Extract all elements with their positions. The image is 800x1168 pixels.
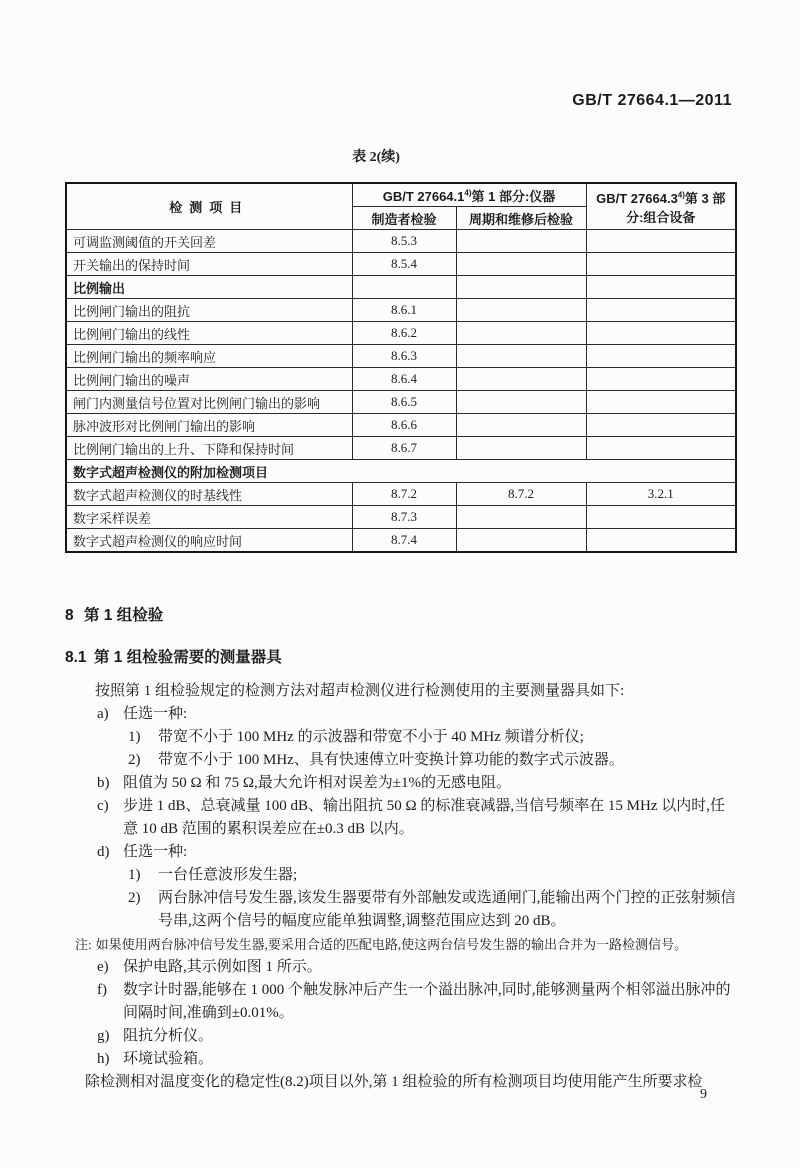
column-header-part3 <box>586 183 736 230</box>
table-caption: 表 2(续) <box>352 150 400 165</box>
part3-cell <box>586 529 736 553</box>
manufacturer-cell: 8.6.7 <box>352 437 456 460</box>
list-item-h <box>65 1048 737 1071</box>
periodic-cell <box>456 345 586 368</box>
manufacturer-cell: 8.7.2 <box>352 483 456 506</box>
part3-prefix: GB/T 27664.3 <box>596 190 678 206</box>
list-label: 1) <box>128 729 141 745</box>
item-cell: 可调监测阈值的开关回差 <box>66 230 352 253</box>
list-item-c <box>65 795 737 841</box>
part3-cell <box>586 391 736 414</box>
table-row <box>66 529 736 553</box>
list-label: e) <box>97 959 109 975</box>
part3-cell <box>586 299 736 322</box>
table-row <box>66 506 736 529</box>
list-text: 两台脉冲信号发生器,该发生器要带有外部触发或选通闸门,能输出两个门控的正弦射频信号串,这两个信号的幅度应能单独调整,调整范围应达到 20 dB。 <box>158 890 736 929</box>
list-text: 一台任意波形发生器; <box>158 867 298 883</box>
item-cell: 闸门内测量信号位置对比例闸门输出的影响 <box>66 391 352 414</box>
clause-title: 第 1 组检验 <box>84 607 164 624</box>
periodic-cell <box>456 391 586 414</box>
list-label: 2) <box>128 752 141 768</box>
table-row <box>66 230 736 253</box>
manufacturer-cell <box>352 276 456 299</box>
list-label: 2) <box>128 890 141 906</box>
manufacturer-cell: 8.7.3 <box>352 506 456 529</box>
part3-cell: 3.2.1 <box>586 483 736 506</box>
list-item-a2 <box>65 749 737 772</box>
manufacturer-cell: 8.7.4 <box>352 529 456 553</box>
part1-rest: 第 1 部分:仪器 <box>471 188 556 204</box>
periodic-cell <box>456 299 586 322</box>
table-row <box>66 414 736 437</box>
item-cell: 开关输出的保持时间 <box>66 253 352 276</box>
column-header-part1-group <box>352 183 586 207</box>
intro-paragraph: 按照第 1 组检验规定的检测方法对超声检测仪进行检测使用的主要测量器具如下: <box>95 683 625 699</box>
part3-cell <box>586 230 736 253</box>
list-text: 阻值为 50 Ω 和 75 Ω,最大允许相对误差为±1%的无感电阻。 <box>123 775 512 791</box>
list-label: 1) <box>128 867 141 883</box>
page-number: 9 <box>700 1087 707 1102</box>
item-cell: 比例闸门输出的阻抗 <box>66 299 352 322</box>
clause-number: 8.1 <box>65 649 87 666</box>
manufacturer-cell: 8.6.2 <box>352 322 456 345</box>
closing-paragraph: 除检测相对温度变化的稳定性(8.2)项目以外,第 1 组检验的所有检测项目均使用能产生所要求检 <box>85 1074 703 1090</box>
standard-reference: GB/T 27664.1—2011 <box>572 92 732 109</box>
item-cell: 数字式超声检测仪的时基线性 <box>66 483 352 506</box>
list-text: 阻抗分析仪。 <box>123 1028 214 1044</box>
item-cell: 数字采样误差 <box>66 506 352 529</box>
manufacturer-cell: 8.6.1 <box>352 299 456 322</box>
note-label: 注: <box>75 937 92 952</box>
list-label: h) <box>97 1051 110 1067</box>
list-text: 环境试验箱。 <box>123 1051 214 1067</box>
note-text: 如果使用两台脉冲信号发生器,要采用合适的匹配电路,使这两台信号发生器的输出合并为一路检测信号。 <box>95 937 688 952</box>
part3-cell <box>586 345 736 368</box>
clause-title: 第 1 组检验需要的测量器具 <box>94 649 282 666</box>
list-item-f <box>65 979 737 1025</box>
part3-cell <box>586 506 736 529</box>
list-label: g) <box>97 1028 110 1044</box>
manufacturer-cell: 8.6.6 <box>352 414 456 437</box>
table-row <box>66 322 736 345</box>
table-header-row <box>66 183 736 207</box>
part3-cell <box>586 437 736 460</box>
table-section-row <box>66 460 736 483</box>
column-header-item: 检测项目 <box>66 183 352 230</box>
periodic-cell <box>456 253 586 276</box>
part1-prefix: GB/T 27664.1 <box>382 188 465 204</box>
footnote-marker: 4) <box>464 188 472 198</box>
periodic-cell <box>456 276 586 299</box>
list-item-a <box>65 703 737 726</box>
note-line <box>65 933 737 956</box>
periodic-cell <box>456 437 586 460</box>
column-header-manufacturer: 制造者检验 <box>352 207 456 230</box>
table-row <box>66 299 736 322</box>
list-item-d <box>65 841 737 864</box>
part3-cell <box>586 322 736 345</box>
column-header-periodic: 周期和维修后检验 <box>456 207 586 230</box>
periodic-cell <box>456 506 586 529</box>
table-row <box>66 368 736 391</box>
list-label: c) <box>97 798 109 814</box>
part3-rest: 第 3 部分:组合设备 <box>626 190 726 225</box>
list-label: a) <box>97 706 109 722</box>
item-cell: 数字式超声检测仪的响应时间 <box>66 529 352 553</box>
table-row <box>66 391 736 414</box>
item-cell: 比例闸门输出的频率响应 <box>66 345 352 368</box>
table-row <box>66 483 736 506</box>
periodic-cell <box>456 529 586 553</box>
list-item-d1 <box>65 864 737 887</box>
part3-cell <box>586 368 736 391</box>
section-cell: 数字式超声检测仪的附加检测项目 <box>66 460 736 483</box>
part3-cell <box>586 414 736 437</box>
manufacturer-cell: 8.5.3 <box>352 230 456 253</box>
list-item-b <box>65 772 737 795</box>
clause-8-heading <box>65 604 737 627</box>
item-cell: 比例闸门输出的上升、下降和保持时间 <box>66 437 352 460</box>
clause-8-1-heading <box>65 646 737 669</box>
list-text: 保护电路,其示例如图 1 所示。 <box>123 959 322 975</box>
item-cell: 脉冲波形对比例闸门输出的影响 <box>66 414 352 437</box>
list-text: 带宽不小于 100 MHz 的示波器和带宽不小于 40 MHz 频谱分析仪; <box>158 729 584 745</box>
list-item-e <box>65 956 737 979</box>
list-label: f) <box>97 982 107 998</box>
item-cell: 比例闸门输出的噪声 <box>66 368 352 391</box>
list-label: d) <box>97 844 110 860</box>
list-text: 步进 1 dB、总衰减量 100 dB、输出阻抗 50 Ω 的标准衰减器,当信号频率在 15 MHz 以内时,任意 10 dB 范围的累积误差应在±0.3 dB 以内。 <box>123 798 725 837</box>
item-cell: 比例闸门输出的线性 <box>66 322 352 345</box>
list-item-a1 <box>65 726 737 749</box>
table-group-row <box>66 276 736 299</box>
body-text <box>65 604 737 1094</box>
periodic-cell <box>456 414 586 437</box>
table-row <box>66 437 736 460</box>
table-row <box>66 253 736 276</box>
manufacturer-cell: 8.5.4 <box>352 253 456 276</box>
periodic-cell: 8.7.2 <box>456 483 586 506</box>
clause-number: 8 <box>65 607 74 624</box>
part3-cell <box>586 253 736 276</box>
list-label: b) <box>97 775 110 791</box>
manufacturer-cell: 8.6.4 <box>352 368 456 391</box>
list-item-g <box>65 1025 737 1048</box>
manufacturer-cell: 8.6.3 <box>352 345 456 368</box>
table-row <box>66 345 736 368</box>
part3-cell <box>586 276 736 299</box>
item-cell: 比例输出 <box>66 276 352 299</box>
periodic-cell <box>456 322 586 345</box>
list-item-d2 <box>65 887 737 933</box>
periodic-cell <box>456 368 586 391</box>
periodic-cell <box>456 230 586 253</box>
list-text: 任选一种: <box>123 706 188 722</box>
footnote-marker: 4) <box>677 190 685 200</box>
list-text: 任选一种: <box>123 844 188 860</box>
list-text: 数字计时器,能够在 1 000 个触发脉冲后产生一个溢出脉冲,同时,能够测量两个相邻溢出脉冲的间隔时间,准确到±0.01%。 <box>123 982 731 1021</box>
test-items-table <box>65 182 737 553</box>
list-text: 带宽不小于 100 MHz、具有快速傅立叶变换计算功能的数字式示波器。 <box>158 752 624 768</box>
manufacturer-cell: 8.6.5 <box>352 391 456 414</box>
